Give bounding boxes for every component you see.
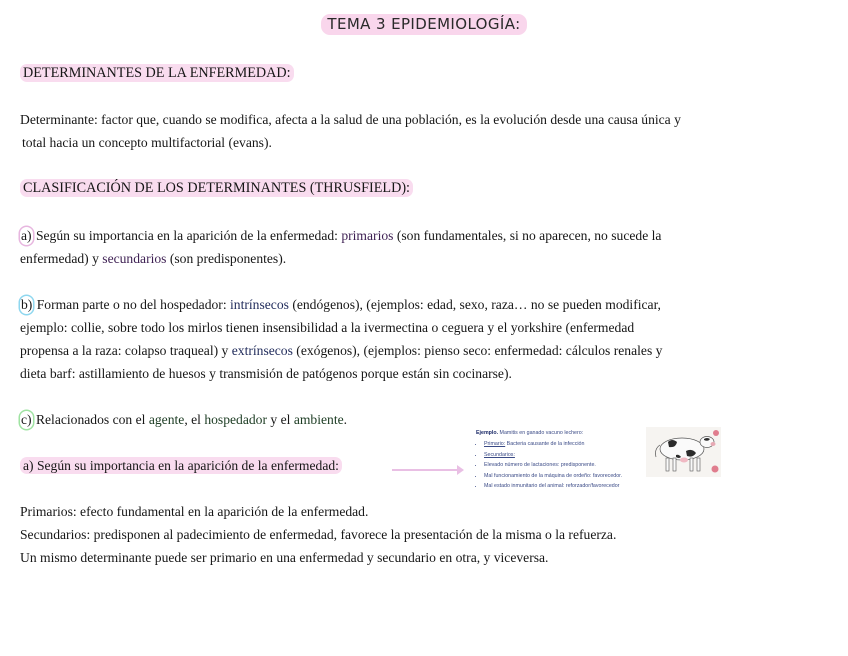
determinantes-heading bbox=[20, 64, 294, 82]
example-item-text: Mal funcionamiento de la máquina de ordeño: favorecedor. bbox=[484, 472, 623, 479]
item-b-line-3 bbox=[20, 342, 662, 360]
item-b-text-2: (endógenos), (ejemplos: edad, sexo, raza… no se pueden modificar, bbox=[288, 297, 661, 312]
item-c-marker: c) bbox=[21, 412, 32, 427]
keyword-extrinsecos: extrínsecos bbox=[231, 343, 293, 358]
clasificacion-heading-text: CLASIFICACIÓN DE LOS DETERMINANTES (THRUSFIELD): bbox=[20, 179, 413, 197]
item-a-marker: a) bbox=[21, 228, 32, 243]
example-heading-text: Mamitis en ganado vacuno lechero: bbox=[498, 430, 584, 436]
a2-heading bbox=[20, 457, 342, 475]
list-item bbox=[484, 462, 622, 468]
keyword-agente: agente bbox=[148, 412, 185, 427]
example-label: Ejemplo. bbox=[476, 430, 499, 436]
example-item-key: Secundarios: bbox=[484, 451, 515, 458]
keyword-hospedador: hospedador bbox=[204, 412, 267, 427]
determinantes-heading-text: DETERMINANTES DE LA ENFERMEDAD: bbox=[20, 64, 294, 82]
item-a-line-1 bbox=[20, 227, 661, 245]
example-item-text: Bacteria causante de la infección bbox=[505, 441, 585, 447]
item-b-text-1: Forman parte o no del hospedador: bbox=[33, 297, 231, 312]
item-c-text-2: , el bbox=[184, 412, 205, 427]
item-c-text-3: y el bbox=[267, 412, 294, 427]
item-c-text-4: . bbox=[343, 412, 348, 427]
item-b-line3-pre: propensa a la raza: colapso traqueal) y bbox=[20, 343, 232, 358]
item-c-text-1: Relacionados con el bbox=[32, 412, 149, 427]
definition-line-2: total hacia un concepto multifactorial (evans). bbox=[22, 135, 272, 150]
example-box bbox=[470, 424, 725, 506]
keyword-primarios: primarios bbox=[341, 228, 394, 243]
mismo-determinante-line: Un mismo determinante puede ser primario en una enfermedad y secundario en otra, y viceversa. bbox=[20, 550, 549, 565]
item-a-line2-pre: enfermedad) y bbox=[20, 251, 103, 266]
example-item-key: Primario: bbox=[484, 441, 506, 447]
item-a-line2-post: (son predisponentes). bbox=[166, 251, 287, 266]
item-a-line-2 bbox=[20, 250, 286, 268]
list-item bbox=[484, 441, 622, 447]
item-a-text-1: Según su importancia en la aparición de la enfermedad: bbox=[32, 228, 342, 243]
item-b-line3-post: (exógenos), (ejemplos: pienso seco: enfermedad: cálculos renales y bbox=[292, 343, 663, 358]
definition-line-1: Determinante: factor que, cuando se modifica, afecta a la salud de una población, es la evolución desde una causa única y bbox=[20, 112, 681, 127]
item-b-line-1 bbox=[20, 296, 661, 314]
example-item-text: Mal estado inmunitario del animal: reforzador/favorecedor bbox=[484, 483, 620, 490]
secundarios-line: Secundarios: predisponen al padecimiento de enfermedad, favorece la presentación de la misma o la refuerza. bbox=[20, 527, 617, 542]
item-b-marker: b) bbox=[21, 297, 33, 312]
example-heading bbox=[476, 430, 583, 436]
item-b-line-4: dieta barf: astillamiento de huesos y transmisión de patógenos porque están sin cocinarse). bbox=[20, 366, 512, 381]
keyword-secundarios: secundarios bbox=[102, 251, 167, 266]
example-item-text: Elevado número de lactaciones: predisponente. bbox=[484, 462, 596, 469]
example-list bbox=[476, 441, 622, 494]
item-c-line bbox=[20, 411, 347, 429]
list-item bbox=[484, 483, 622, 489]
item-a-text-2: (son fundamentales, si no aparecen, no sucede la bbox=[393, 228, 662, 243]
page-title bbox=[0, 15, 848, 33]
list-item bbox=[484, 452, 622, 458]
clasificacion-heading bbox=[20, 179, 413, 197]
item-b-line-2: ejemplo: collie, sobre todo los mirlos tienen insensibilidad a la ivermectina o ceguera y el yorkshire (enfermedad bbox=[20, 320, 635, 335]
list-item bbox=[484, 473, 622, 479]
cow-illustration-icon bbox=[646, 427, 721, 477]
a2-heading-text: a) Según su importancia en la aparición de la enfermedad: bbox=[20, 457, 342, 474]
keyword-intrinsecos: intrínsecos bbox=[230, 297, 289, 312]
keyword-ambiente: ambiente bbox=[293, 412, 344, 427]
page-title-text: TEMA 3 EPIDEMIOLOGÍA: bbox=[321, 14, 526, 35]
primarios-line: Primarios: efecto fundamental en la aparición de la enfermedad. bbox=[20, 504, 369, 519]
arrow-icon bbox=[392, 469, 462, 471]
